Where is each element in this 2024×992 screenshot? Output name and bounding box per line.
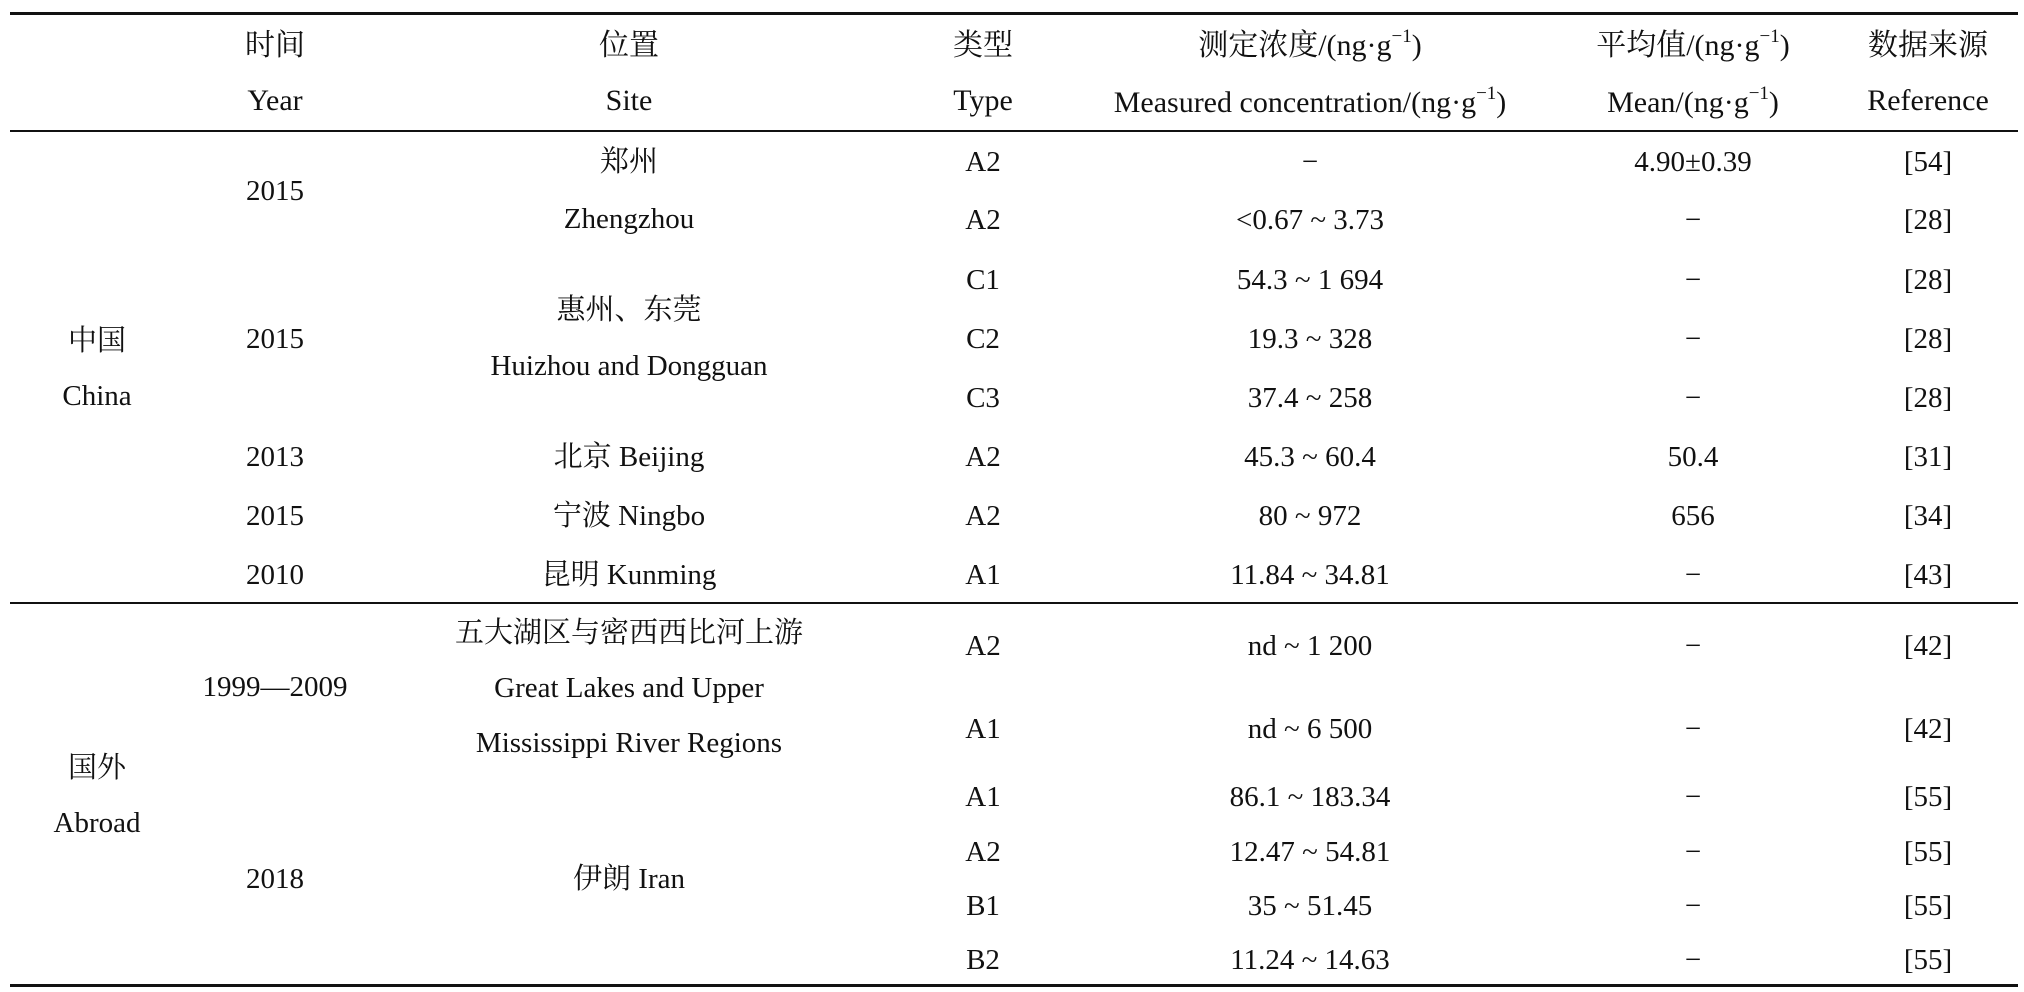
ref-cell: [34] [1903,500,1953,532]
mean-cell: − [1684,781,1702,813]
conc-cell: 35 ~ 51.45 [1247,890,1373,922]
group-abroad-en: Abroad [53,807,141,839]
site-iran: 伊朗 Iran [573,863,685,895]
mean-cell: 656 [1671,500,1715,532]
conc-cell: 19.3 ~ 328 [1247,323,1373,355]
group-china-zh: 中国 [67,325,127,357]
conc-cell: 45.3 ~ 60.4 [1244,441,1376,473]
type-cell: A2 [965,630,1001,662]
ref-cell: [31] [1903,441,1953,473]
site-greatlakes-zh: 五大湖区与密西西比河上游 [454,617,804,649]
conc-cell: 11.84 ~ 34.81 [1230,559,1390,591]
site-greatlakes-en-2: Mississippi River Regions [475,727,783,759]
type-cell: A2 [965,441,1001,473]
col-type-zh: 类型 [953,29,1013,62]
mean-cell: − [1684,944,1702,976]
col-type-en: Type [953,84,1013,117]
ref-cell: [28] [1903,323,1953,355]
year-cell: 2013 [246,441,304,473]
mean-cell: − [1684,713,1702,745]
mean-cell: 50.4 [1667,441,1719,473]
site-greatlakes-en-1: Great Lakes and Upper [494,672,764,704]
header-rule [10,130,2018,132]
ref-cell: [55] [1903,890,1953,922]
type-cell: A1 [965,713,1001,745]
year-cell: 2015 [246,175,304,207]
col-site-en: Site [605,84,653,117]
mean-cell: 4.90±0.39 [1634,146,1752,178]
type-cell: C3 [966,382,1000,414]
type-cell: B1 [966,890,1000,922]
conc-cell: <0.67 ~ 3.73 [1235,204,1385,236]
ref-cell: [42] [1903,630,1953,662]
conc-cell: 86.1 ~ 183.34 [1229,781,1391,813]
conc-cell: 37.4 ~ 258 [1247,382,1373,414]
top-rule [10,12,2018,15]
mean-cell: − [1684,382,1702,414]
type-cell: A2 [965,836,1001,868]
conc-cell: 11.24 ~ 14.63 [1230,944,1390,976]
conc-cell: 12.47 ~ 54.81 [1229,836,1391,868]
conc-cell: nd ~ 1 200 [1247,630,1373,662]
year-cell: 2010 [246,559,304,591]
site-kunming: 昆明 Kunming [541,559,717,591]
ref-cell: [55] [1903,781,1953,813]
col-mean-en: Mean/$(ng\cdot g^{-1})$ [1607,83,1779,119]
group-china-en: China [62,380,132,412]
site-huizhou-en: Huizhou and Dongguan [490,350,768,382]
col-mean-zh: 平均值$/(ng\cdot g^{-1})$ [1596,26,1790,62]
type-cell: A1 [965,559,1001,591]
mean-cell: − [1684,890,1702,922]
bottom-rule [10,984,2018,987]
mean-cell: − [1684,630,1702,662]
mean-cell: − [1684,204,1702,236]
ref-cell: [28] [1903,264,1953,296]
ref-cell: [42] [1903,713,1953,745]
type-cell: C2 [966,323,1000,355]
conc-cell: nd ~ 6 500 [1247,713,1373,745]
ref-cell: [28] [1903,382,1953,414]
mean-cell: − [1684,264,1702,296]
site-ningbo: 宁波 Ningbo [552,500,706,532]
site-zhengzhou-zh: 郑州 [599,146,659,178]
col-ref-zh: 数据来源 [1868,29,1988,62]
col-year-zh: 时间 [245,29,305,62]
col-ref-en: Reference [1867,84,1989,117]
type-cell: A2 [965,500,1001,532]
site-beijing: 北京 Beijing [553,441,705,473]
col-site-zh: 位置 [599,29,659,62]
col-conc-en: Measured concentration/$(ng\cdot g^{-1})$ [1113,83,1507,119]
ref-cell: [55] [1903,836,1953,868]
type-cell: C1 [966,264,1000,296]
type-cell: A1 [965,781,1001,813]
conc-cell: 80 ~ 972 [1258,500,1362,532]
ref-cell: [55] [1903,944,1953,976]
group-divider-rule [10,602,2018,604]
mean-cell: − [1684,559,1702,591]
year-cell: 2018 [246,863,304,895]
mean-cell: − [1684,323,1702,355]
col-year-en: Year [247,84,303,117]
type-cell: A2 [965,204,1001,236]
mean-cell: − [1684,836,1702,868]
site-zhengzhou-en: Zhengzhou [563,203,695,235]
ref-cell: [43] [1903,559,1953,591]
col-conc-zh: 测定浓度$/(ng\cdot g^{-1})$ [1198,26,1422,62]
year-cell: 2015 [246,323,304,355]
type-cell: B2 [966,944,1000,976]
type-cell: A2 [965,146,1001,178]
group-abroad-zh: 国外 [67,752,127,784]
ref-cell: [28] [1903,204,1953,236]
conc-cell: 54.3 ~ 1 694 [1236,264,1384,296]
conc-cell: − [1301,146,1319,178]
year-cell: 2015 [246,500,304,532]
ref-cell: [54] [1903,146,1953,178]
site-huizhou-zh: 惠州、东莞 [556,294,702,326]
year-cell: 1999—2009 [202,671,348,703]
